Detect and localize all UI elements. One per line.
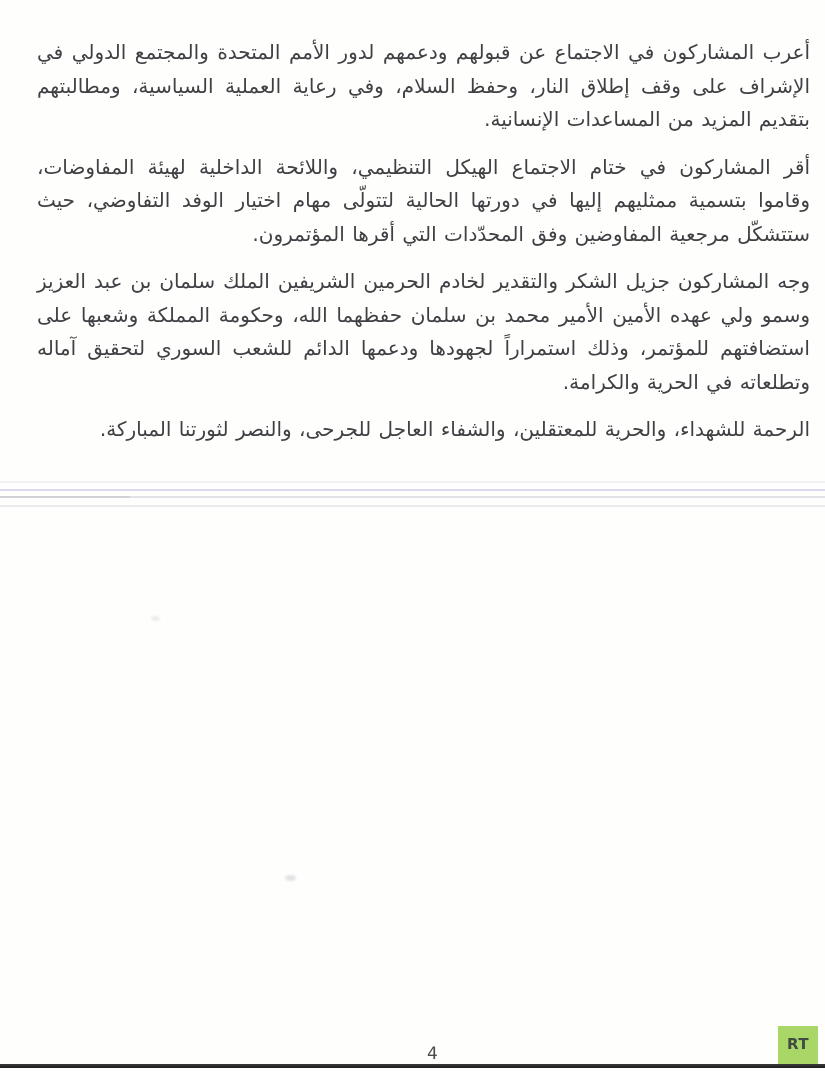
scan-artifact-line-blue (0, 489, 825, 491)
scan-artifact-dash (0, 496, 130, 498)
rt-logo-text: RT (786, 1034, 810, 1053)
paragraph-negotiations-body: أقر المشاركون في ختام الاجتماع الهيكل التنظيمي، واللائحة الداخلية لهيئة المفاوضات، وقاموا بتسمية ممثليهم إليها في دورتها الحالية لتتولّى مهام اختيار الوفد التفاوضي، حيث ستتشكّل مرجعية المفاوضين وفق المحدّدات التي أقرها المؤتمرون. (37, 154, 810, 246)
paragraph-thanks-king: وجه المشاركون جزيل الشكر والتقدير لخادم الحرمين الشريفين الملك سلمان بن عبد العزيز وسمو ولي عهده الأمين الأمير محمد بن سلمان حفظهما الله، وحكومة المملكة وشعبها على استضافتهم للمؤتمر، وذلك استمراراً لجهودها ودعمها الدائم للشعب السوري لتحقيق آماله وتطلعاته في الحرية والكرامة. (37, 269, 810, 394)
document-body-text (37, 36, 810, 447)
paragraph-un-support: أعرب المشاركون في الاجتماع عن قبولهم ودعمهم لدور الأمم المتحدة والمجتمع الدولي في الإشراف على وقف إطلاق النار، وحفظ السلام، وفي رعاية العملية السياسية، ومطالبتهم بتقديم المزيد من المساعدات الإنسانية. (37, 40, 810, 131)
page-number: 4 (427, 1044, 438, 1064)
paragraph-closing-tribute: الرحمة للشهداء، والحرية للمعتقلين، والشفاء العاجل للجرحى، والنصر لثورتنا المباركة. (99, 417, 810, 441)
rt-logo (778, 1026, 818, 1064)
scan-artifact-line (0, 496, 825, 498)
scan-bottom-edge (0, 1064, 825, 1068)
scan-speck (285, 875, 296, 881)
scan-artifact-line (0, 505, 825, 507)
scan-speck (151, 616, 160, 621)
scan-artifact-line (0, 481, 825, 483)
